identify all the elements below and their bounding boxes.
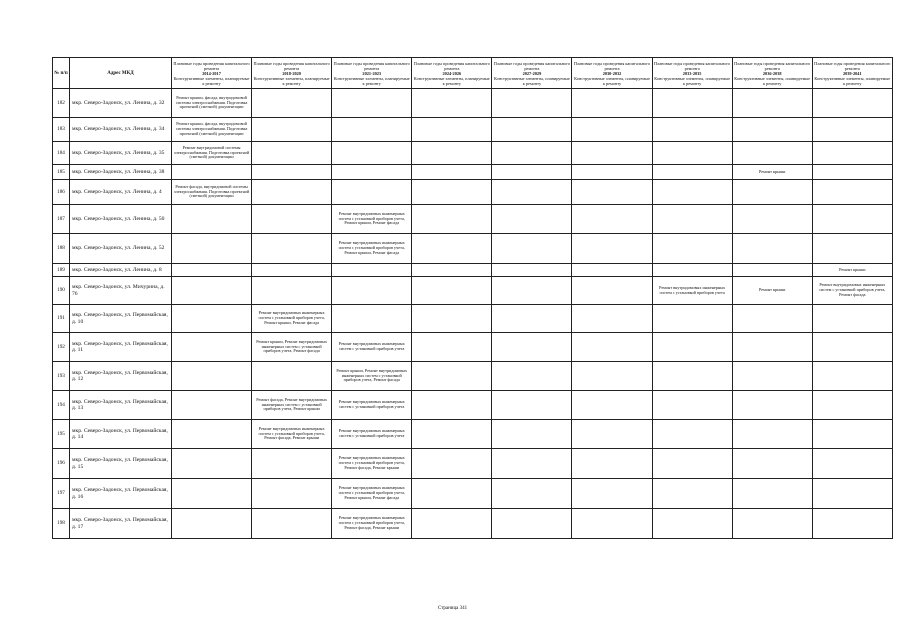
header-period-title: Плановые годы проведения капитального ремонта (734, 60, 811, 71)
row-number: 190 (53, 277, 70, 305)
repair-cell-period-8 (732, 118, 812, 142)
repair-cell-period-6 (572, 264, 652, 277)
repair-cell-period-2 (252, 180, 332, 205)
header-period-label: Конструктивные элементы, планируемые к ремонту (333, 75, 410, 86)
row-address: мкр. Северо-Задонск, ул. Ленина, д. 50 (70, 205, 172, 234)
header-period-9 (812, 58, 892, 89)
header-period-label: Конструктивные элементы, планируемые к ремонту (173, 75, 250, 86)
repair-cell-period-5 (492, 362, 572, 391)
table-row (53, 391, 893, 420)
repair-cell-period-9 (812, 205, 892, 234)
header-period-label: Конструктивные элементы, планируемые к ремонту (494, 75, 570, 86)
repair-cell-period-6 (572, 234, 652, 264)
repair-cell-period-1 (172, 277, 252, 305)
repair-cell-period-9 (812, 89, 892, 118)
row-address: мкр. Северо-Задонск, ул. Первомайская, д. 10 (70, 305, 172, 333)
row-address: мкр. Северо-Задонск, ул. Ленина, д. 32 (70, 89, 172, 118)
repair-cell-period-9 (812, 362, 892, 391)
repair-cell-period-9 (812, 391, 892, 420)
repair-cell-period-6 (572, 305, 652, 333)
repair-cell-period-2 (252, 89, 332, 118)
header-period-title: Плановые годы проведения капитального ремонта (493, 60, 571, 71)
table-row (53, 333, 893, 362)
repair-cell-period-7 (652, 509, 732, 539)
row-address: мкр. Северо-Задонск, ул. Первомайская, д. 13 (70, 391, 172, 420)
repair-cell-period-3: Ремонт внутридомовых инженерных систем с установкой приборов учета, Ремонт крыши, Ремонт фасада (332, 234, 412, 264)
repair-cell-period-2 (252, 165, 332, 180)
row-number: 189 (53, 264, 70, 277)
repair-cell-period-4 (412, 264, 492, 277)
repair-cell-period-2 (252, 118, 332, 142)
header-period-title: Плановые годы проведения капитального ремонта (333, 60, 410, 71)
repair-cell-period-8 (732, 420, 812, 449)
header-period-label: Конструктивные элементы, планируемые к ремонту (734, 75, 811, 86)
repair-cell-period-4 (412, 118, 492, 142)
repair-cell-period-6 (572, 277, 652, 305)
repair-cell-period-3 (332, 89, 412, 118)
repair-cell-period-7 (652, 420, 732, 449)
header-period-title: Плановые годы проведения капитального ремонта (814, 60, 891, 71)
header-period-years: 2039-2041 (842, 70, 862, 76)
repair-cell-period-3 (332, 142, 412, 165)
row-number: 197 (53, 479, 70, 509)
repair-cell-period-6 (572, 391, 652, 420)
repair-cell-period-2 (252, 277, 332, 305)
repair-cell-period-4 (412, 205, 492, 234)
repair-cell-period-2 (252, 479, 332, 509)
repair-cell-period-3 (332, 305, 412, 333)
header-period-title: Плановые годы проведения капитального ремонта (653, 60, 731, 71)
row-address: мкр. Северо-Задонск, ул. Ленина, д. 8 (70, 264, 172, 277)
row-number: 194 (53, 391, 70, 420)
repair-cell-period-8 (732, 362, 812, 391)
repair-cell-period-2 (252, 449, 332, 479)
header-period-years: 2036-2038 (762, 70, 782, 76)
repair-cell-period-3: Ремонт крыши, Ремонт внутридомовых инженерных систем с установкой приборов учета, Ремонт фасада (332, 362, 412, 391)
repair-cell-period-5 (492, 165, 572, 180)
header-period-years: 2027-2029 (522, 70, 542, 76)
row-number: 184 (53, 142, 70, 165)
repair-cell-period-2 (252, 362, 332, 391)
header-number: № п/п (53, 58, 70, 89)
repair-cell-period-2 (252, 205, 332, 234)
repair-cell-period-3 (332, 277, 412, 305)
table-row (53, 362, 893, 391)
repair-cell-period-8 (732, 234, 812, 264)
row-address: мкр. Северо-Задонск, ул. Первомайская, д. 11 (70, 333, 172, 362)
repair-cell-period-4 (412, 277, 492, 305)
repair-cell-period-8 (732, 479, 812, 509)
header-period-years: 2021-2023 (362, 70, 382, 76)
repair-cell-period-9 (812, 118, 892, 142)
repair-cell-period-1 (172, 479, 252, 509)
repair-cell-period-9 (812, 305, 892, 333)
repair-cell-period-7 (652, 479, 732, 509)
row-number: 192 (53, 333, 70, 362)
repair-cell-period-6 (572, 420, 652, 449)
repair-cell-period-8 (732, 264, 812, 277)
repair-cell-period-8 (732, 89, 812, 118)
repair-cell-period-1 (172, 420, 252, 449)
row-number: 182 (53, 89, 70, 118)
repair-cell-period-9: Ремонт крыши (812, 264, 892, 277)
repair-cell-period-2 (252, 142, 332, 165)
header-period-title: Плановые годы проведения капитального ремонта (413, 60, 490, 71)
repair-cell-period-6 (572, 333, 652, 362)
header-period-label: Конструктивные элементы, планируемые к ремонту (814, 75, 891, 86)
header-address: Адрес МКД (70, 58, 172, 89)
table-row (53, 165, 893, 180)
repair-cell-period-1 (172, 509, 252, 539)
table-row (53, 264, 893, 277)
row-address: мкр. Северо-Задонск, ул. Ленина, д. 4 (70, 180, 172, 205)
repair-cell-period-7 (652, 118, 732, 142)
repair-cell-period-7 (652, 391, 732, 420)
header-period-title: Плановые годы проведения капитального ремонта (173, 60, 250, 71)
repair-cell-period-5 (492, 333, 572, 362)
repair-cell-period-6 (572, 118, 652, 142)
repair-cell-period-8: Ремонт крыши (732, 165, 812, 180)
repair-cell-period-4 (412, 420, 492, 449)
header-period-label: Конструктивные элементы, планируемые к ремонту (253, 75, 330, 86)
repair-cell-period-7 (652, 142, 732, 165)
repair-cell-period-5 (492, 234, 572, 264)
table-row (53, 305, 893, 333)
repair-cell-period-6 (572, 205, 652, 234)
repair-cell-period-6 (572, 180, 652, 205)
table-row (53, 420, 893, 449)
table-row (53, 89, 893, 118)
repair-cell-period-5 (492, 479, 572, 509)
repair-cell-period-4 (412, 89, 492, 118)
row-number: 186 (53, 180, 70, 205)
repair-cell-period-3 (332, 118, 412, 142)
table-row (53, 479, 893, 509)
repair-cell-period-8 (732, 305, 812, 333)
repair-cell-period-1 (172, 362, 252, 391)
header-period-8 (732, 58, 812, 89)
repair-cell-period-1 (172, 391, 252, 420)
repair-cell-period-7 (652, 449, 732, 479)
table-row (53, 449, 893, 479)
repair-cell-period-4 (412, 180, 492, 205)
repair-cell-period-8 (732, 449, 812, 479)
repair-cell-period-5 (492, 264, 572, 277)
repair-cell-period-4 (412, 362, 492, 391)
repair-cell-period-4 (412, 165, 492, 180)
row-number: 196 (53, 449, 70, 479)
row-address: мкр. Северо-Задонск, ул. Ленина, д. 38 (70, 165, 172, 180)
row-address: мкр. Северо-Задонск, ул. Первомайская, д. 12 (70, 362, 172, 391)
header-period-title: Плановые годы проведения капитального ремонта (573, 60, 651, 71)
repair-cell-period-9 (812, 479, 892, 509)
header-period-1 (172, 58, 252, 89)
repair-cell-period-6 (572, 142, 652, 165)
row-address: мкр. Северо-Задонск, ул. Ленина, д. 52 (70, 234, 172, 264)
repair-cell-period-1 (172, 205, 252, 234)
header-period-years: 2014-2017 (202, 70, 221, 76)
repair-cell-period-2: Ремонт внутридомовых инженерных систем с установкой приборов учета, Ремонт крыши, Ремонт фасада (252, 305, 332, 333)
repair-cell-period-3: Ремонт внутридомовых инженерных систем с установкой приборов учета (332, 391, 412, 420)
repair-cell-period-1: Ремонт фасада, внутридомовой системы электроснабжения. Подготовка проектной (сметной) документации (172, 180, 252, 205)
repair-cell-period-7 (652, 362, 732, 391)
repair-cell-period-1 (172, 234, 252, 264)
repair-cell-period-1 (172, 165, 252, 180)
table-row (53, 509, 893, 539)
header-period-years: 2024-2026 (442, 70, 462, 76)
repair-cell-period-2: Ремонт крыши, Ремонт внутридомовых инженерных систем с установкой приборов учета, Ремонт фасада (252, 333, 332, 362)
table-row (53, 118, 893, 142)
repair-cell-period-3: Ремонт внутридомовых инженерных систем с установкой приборов учета (332, 333, 412, 362)
row-address: мкр. Северо-Задонск, ул. Первомайская, д. 15 (70, 449, 172, 479)
table-row (53, 142, 893, 165)
repair-cell-period-5 (492, 305, 572, 333)
header-period-2 (252, 58, 332, 89)
row-number: 198 (53, 509, 70, 539)
table-row (53, 277, 893, 305)
repair-cell-period-1 (172, 333, 252, 362)
repair-cell-period-4 (412, 305, 492, 333)
header-period-years: 2033-2035 (682, 70, 702, 76)
row-address: мкр. Северо-Задонск, ул. Ленина, д. 35 (70, 142, 172, 165)
repair-cell-period-8 (732, 205, 812, 234)
repair-cell-period-7 (652, 165, 732, 180)
repair-cell-period-6 (572, 449, 652, 479)
row-number: 191 (53, 305, 70, 333)
repair-cell-period-6 (572, 89, 652, 118)
repair-cell-period-2: Ремонт фасада, Ремонт внутридомовых инженерных систем с установкой приборов учета, Ремонт крыши (252, 391, 332, 420)
repair-cell-period-8 (732, 509, 812, 539)
repair-cell-period-4 (412, 391, 492, 420)
repair-cell-period-2: Ремонт внутридомовых инженерных систем с установкой приборов учета, Ремонт фасада, Ремонт крыши (252, 420, 332, 449)
repair-cell-period-3: Ремонт внутридомовых инженерных систем с установкой приборов учета, Ремонт крыши, Ремонт фасада (332, 205, 412, 234)
repair-cell-period-3: Ремонт внутридомовых инженерных систем с установкой приборов учета (332, 420, 412, 449)
repair-cell-period-1: Ремонт крыши, фасада, внутридомовой системы электроснабжения. Подготовка проектной (сметной) документации (172, 89, 252, 118)
repair-cell-period-4 (412, 142, 492, 165)
repair-cell-period-6 (572, 362, 652, 391)
repair-cell-period-5 (492, 449, 572, 479)
repair-cell-period-3 (332, 165, 412, 180)
repair-cell-period-6 (572, 479, 652, 509)
repair-cell-period-1: Ремонт крыши, фасада, внутридомовой системы электроснабжения. Подготовка проектной (сметной) документации (172, 118, 252, 142)
repair-cell-period-4 (412, 234, 492, 264)
row-address: мкр. Северо-Задонск, ул. Ленина, д. 34 (70, 118, 172, 142)
repair-cell-period-9 (812, 234, 892, 264)
row-address: мкр. Северо-Задонск, ул. Мичурина, д. 76 (70, 277, 172, 305)
repair-cell-period-9 (812, 449, 892, 479)
table-body (53, 89, 893, 539)
row-number: 183 (53, 118, 70, 142)
repair-cell-period-7 (652, 333, 732, 362)
repair-cell-period-8 (732, 142, 812, 165)
header-period-3 (332, 58, 412, 89)
repair-cell-period-1 (172, 305, 252, 333)
repair-cell-period-9 (812, 420, 892, 449)
repair-cell-period-9: Ремонт внутридомовых инженерных систем с установкой приборов учета, Ремонт фасада (812, 277, 892, 305)
repair-cell-period-4 (412, 449, 492, 479)
repair-cell-period-5 (492, 420, 572, 449)
repair-schedule-table (52, 57, 893, 539)
row-address: мкр. Северо-Задонск, ул. Первомайская, д. 17 (70, 509, 172, 539)
repair-cell-period-4 (412, 509, 492, 539)
header-period-label: Конструктивные элементы, планируемые к ремонту (654, 75, 730, 86)
repair-cell-period-8 (732, 180, 812, 205)
repair-cell-period-7 (652, 305, 732, 333)
row-address: мкр. Северо-Задонск, ул. Первомайская, д. 16 (70, 479, 172, 509)
row-number: 195 (53, 420, 70, 449)
repair-cell-period-4 (412, 479, 492, 509)
repair-cell-period-7 (652, 205, 732, 234)
header-period-7 (652, 58, 732, 89)
header-period-6 (572, 58, 652, 89)
repair-cell-period-9 (812, 180, 892, 205)
repair-cell-period-9 (812, 333, 892, 362)
header-period-5 (492, 58, 572, 89)
repair-cell-period-3: Ремонт внутридомовых инженерных систем с установкой приборов учета, Ремонт фасада, Ремонт крыши (332, 449, 412, 479)
repair-cell-period-7 (652, 180, 732, 205)
repair-cell-period-6 (572, 509, 652, 539)
repair-cell-period-6 (572, 165, 652, 180)
repair-cell-period-5 (492, 118, 572, 142)
repair-cell-period-2 (252, 234, 332, 264)
page-number-footer: Страница 341 (437, 606, 468, 611)
repair-cell-period-5 (492, 89, 572, 118)
repair-cell-period-7: Ремонт внутридомовых инженерных систем с установкой приборов учета (652, 277, 732, 305)
row-number: 185 (53, 165, 70, 180)
repair-cell-period-1 (172, 449, 252, 479)
header-period-4 (412, 58, 492, 89)
table-row (53, 234, 893, 264)
repair-cell-period-7 (652, 234, 732, 264)
table-row (53, 205, 893, 234)
repair-cell-period-5 (492, 277, 572, 305)
repair-cell-period-3 (332, 180, 412, 205)
repair-cell-period-9 (812, 142, 892, 165)
header-period-years: 2018-2020 (282, 70, 301, 76)
repair-cell-period-2 (252, 264, 332, 277)
header-period-label: Конструктивные элементы, планируемые к ремонту (413, 75, 490, 86)
row-number: 188 (53, 234, 70, 264)
row-address: мкр. Северо-Задонск, ул. Первомайская, д. 14 (70, 420, 172, 449)
repair-cell-period-7 (652, 264, 732, 277)
repair-cell-period-9 (812, 509, 892, 539)
repair-cell-period-9 (812, 165, 892, 180)
header-period-label: Конструктивные элементы, планируемые к ремонту (574, 75, 650, 86)
repair-cell-period-1: Ремонт внутридомовой системы электроснабжения. Подготовка проектной (сметной) документации (172, 142, 252, 165)
repair-cell-period-3 (332, 264, 412, 277)
row-number: 193 (53, 362, 70, 391)
table-header-row (53, 58, 893, 89)
row-number: 187 (53, 205, 70, 234)
repair-cell-period-3: Ремонт внутридомовых инженерных систем с установкой приборов учета, Ремонт фасада, Ремонт крыши (332, 509, 412, 539)
header-period-title: Плановые годы проведения капитального ремонта (253, 60, 330, 71)
table-row (53, 180, 893, 205)
repair-cell-period-5 (492, 205, 572, 234)
repair-cell-period-1 (172, 264, 252, 277)
repair-cell-period-5 (492, 142, 572, 165)
repair-cell-period-4 (412, 333, 492, 362)
header-period-years: 2030-2032 (602, 70, 622, 76)
repair-cell-period-8 (732, 391, 812, 420)
repair-cell-period-5 (492, 180, 572, 205)
repair-cell-period-5 (492, 391, 572, 420)
repair-cell-period-8 (732, 333, 812, 362)
repair-cell-period-3: Ремонт внутридомовых инженерных систем с установкой приборов учета, Ремонт крыши, Ремонт фасада (332, 479, 412, 509)
repair-cell-period-7 (652, 89, 732, 118)
repair-cell-period-2 (252, 509, 332, 539)
repair-cell-period-5 (492, 509, 572, 539)
repair-cell-period-8: Ремонт крыши (732, 277, 812, 305)
